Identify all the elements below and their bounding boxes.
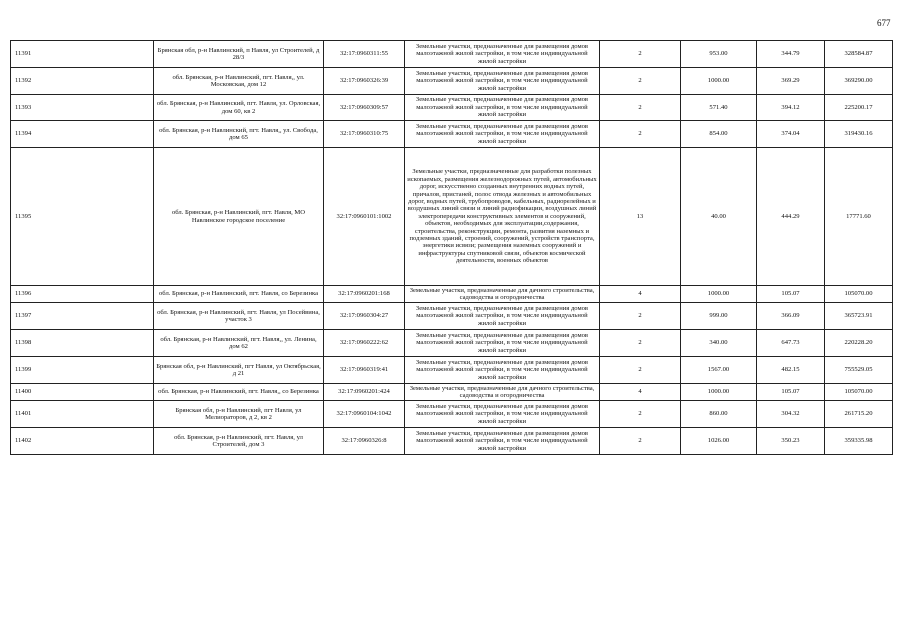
cadastral-value-cell: 319430.16 [825,121,893,148]
row-id-cell: 11399 [11,357,154,384]
group-cell: 2 [600,68,681,95]
group-cell: 2 [600,330,681,357]
cadastral-number-cell: 32:17:0960326:8 [324,428,405,455]
row-id-cell: 11395 [11,148,154,286]
address-cell: обл. Брянская, р-н Навлинский, пгт. Навля, ул Строителей, дом 3 [154,428,324,455]
cadastral-value-cell: 369290.00 [825,68,893,95]
rate-cell: 304.32 [757,401,825,428]
table-row [11,303,893,330]
cadastral-number-cell: 32:17:0960309:57 [324,95,405,121]
rate-cell: 344.79 [757,41,825,68]
address-cell: обл. Брянская, р-н Навлинский, пгт. Навля,, ул. Московская, дом 12 [154,68,324,95]
row-id-cell: 11391 [11,41,154,68]
area-cell: 854.00 [681,121,757,148]
area-cell: 40.00 [681,148,757,286]
table-row [11,68,893,95]
address-cell: Брянская обл, р-н Навлинский, п Навля, ул Строителей, д 28/3 [154,41,324,68]
group-cell: 2 [600,357,681,384]
land-purpose-cell: Земельные участки, предназначенные для размещения домов малоэтажной жилой застройки, в том числе индивидуальной жилой застройки [405,95,600,121]
land-purpose-cell: Земельные участки, предназначенные для дачного строительства, садоводства и огородничества [405,286,600,303]
cadastral-value-table [10,40,893,455]
group-cell: 4 [600,384,681,401]
rate-cell: 482.15 [757,357,825,384]
area-cell: 571.40 [681,95,757,121]
row-id-cell: 11393 [11,95,154,121]
address-cell: обл. Брянская, р-н Навлинский, пгт. Навля, ул. Орловская, дом 60, кв 2 [154,95,324,121]
area-cell: 999.00 [681,303,757,330]
land-purpose-cell: Земельные участки, предназначенные для размещения домов малоэтажной жилой застройки, в том числе индивидуальной жилой застройки [405,68,600,95]
rate-cell: 444.29 [757,148,825,286]
land-purpose-cell: Земельные участки, предназначенные для размещения домов малоэтажной жилой застройки, в том числе индивидуальной жилой застройки [405,357,600,384]
address-cell: Брянская обл, р-н Навлинский, пгт Навля, ул Октябрьская, д 21 [154,357,324,384]
cadastral-value-cell: 328584.87 [825,41,893,68]
cadastral-value-cell: 220228.20 [825,330,893,357]
cadastral-value-cell: 17771.60 [825,148,893,286]
rate-cell: 105.07 [757,384,825,401]
land-purpose-cell: Земельные участки, предназначенные для размещения домов малоэтажной жилой застройки, в том числе индивидуальной жилой застройки [405,428,600,455]
cadastral-number-cell: 32:17:0960201:424 [324,384,405,401]
page-number: 677 [877,18,891,28]
cadastral-value-cell: 105070.00 [825,384,893,401]
cadastral-number-cell: 32:17:0960326:39 [324,68,405,95]
table-row [11,95,893,121]
rate-cell: 369.29 [757,68,825,95]
table-row [11,121,893,148]
address-cell: обл. Брянская, р-н Навлинский, пгт. Навля,, со Березинка [154,384,324,401]
row-id-cell: 11396 [11,286,154,303]
cadastral-number-cell: 32:17:0960311:55 [324,41,405,68]
group-cell: 4 [600,286,681,303]
cadastral-number-cell: 32:17:0960310:75 [324,121,405,148]
cadastral-value-cell: 261715.20 [825,401,893,428]
rate-cell: 647.73 [757,330,825,357]
rate-cell: 366.09 [757,303,825,330]
group-cell: 2 [600,401,681,428]
row-id-cell: 11402 [11,428,154,455]
area-cell: 860.00 [681,401,757,428]
area-cell: 1000.00 [681,68,757,95]
area-cell: 1567.00 [681,357,757,384]
address-cell: обл. Брянская, р-н Навлинский, пгт. Навля, МО Навлинское городское поселение [154,148,324,286]
cadastral-value-cell: 105070.00 [825,286,893,303]
cadastral-number-cell: 32:17:0960101:1002 [324,148,405,286]
group-cell: 2 [600,303,681,330]
area-cell: 340.00 [681,330,757,357]
cadastral-number-cell: 32:17:0960319:41 [324,357,405,384]
row-id-cell: 11392 [11,68,154,95]
cadastral-value-cell: 365723.91 [825,303,893,330]
cadastral-number-cell: 32:17:0960104:1042 [324,401,405,428]
area-cell: 1000.00 [681,384,757,401]
address-cell: обл. Брянская, р-н Навлинский, пгт. Навля,, ул. Свобода, дом 65 [154,121,324,148]
area-cell: 953.00 [681,41,757,68]
group-cell: 2 [600,121,681,148]
area-cell: 1026.00 [681,428,757,455]
row-id-cell: 11397 [11,303,154,330]
cadastral-number-cell: 32:17:0960304:27 [324,303,405,330]
group-cell: 13 [600,148,681,286]
rate-cell: 105.07 [757,286,825,303]
table-row [11,384,893,401]
table-row [11,330,893,357]
table-row [11,428,893,455]
cadastral-number-cell: 32:17:0960201:168 [324,286,405,303]
land-purpose-cell: Земельные участки, предназначенные для размещения домов малоэтажной жилой застройки, в том числе индивидуальной жилой застройки [405,303,600,330]
land-purpose-cell: Земельные участки, предназначенные для дачного строительства, садоводства и огородничества [405,384,600,401]
cadastral-value-cell: 755529.05 [825,357,893,384]
cadastral-number-cell: 32:17:0960222:62 [324,330,405,357]
row-id-cell: 11398 [11,330,154,357]
rate-cell: 350.23 [757,428,825,455]
row-id-cell: 11394 [11,121,154,148]
table-row [11,148,893,286]
row-id-cell: 11401 [11,401,154,428]
group-cell: 2 [600,95,681,121]
address-cell: обл. Брянская, р-н Навлинский, пгт. Навля, ул Посейвина, участок 3 [154,303,324,330]
group-cell: 2 [600,428,681,455]
address-cell: Брянская обл, р-н Навлинский, пгт Навля, ул Мелиораторов, д 2, кв 2 [154,401,324,428]
row-id-cell: 11400 [11,384,154,401]
cadastral-value-cell: 225200.17 [825,95,893,121]
table-row [11,286,893,303]
group-cell: 2 [600,41,681,68]
rate-cell: 374.04 [757,121,825,148]
table-row [11,401,893,428]
address-cell: обл. Брянская, р-н Навлинский, пгт. Навля, со Березинка [154,286,324,303]
land-purpose-cell: Земельные участки, предназначенные для размещения домов малоэтажной жилой застройки, в том числе индивидуальной жилой застройки [405,330,600,357]
land-purpose-cell: Земельные участки, предназначенные для размещения домов малоэтажной жилой застройки, в том числе индивидуальной жилой застройки [405,41,600,68]
address-cell: обл. Брянская, р-н Навлинский, пгт. Навля,, ул. Ленина, дом 62 [154,330,324,357]
rate-cell: 394.12 [757,95,825,121]
cadastral-value-cell: 359335.98 [825,428,893,455]
table-row [11,357,893,384]
area-cell: 1000.00 [681,286,757,303]
land-purpose-cell: Земельные участки, предназначенные для размещения домов малоэтажной жилой застройки, в том числе индивидуальной жилой застройки [405,121,600,148]
land-purpose-cell: Земельные участки, предназначенные для разработки полезных ископаемых, размещения железнодорожных путей, автомобильных дорог, искусственно созданных внутренних водных путей, причалов, пристаней, полос отвода железных и автомобильных дорог, водных путей, трубопроводов, кабельных, радиорелейных и воздушных линий связи и линий радиофикации, воздушных линий электропередачи конструктивных элементов и сооружений, объектов, необходимых для эксплуатации,содержания, строительства, реконструкции, ремонта, развития наземных и подземных зданий, строений, сооружений, устройств транспорта, энергетики исвязи; размещения наземных сооружений и инфраструктуры спутниковой связи, объектов космической деятельности, военных объектов [405,148,600,286]
land-purpose-cell: Земельные участки, предназначенные для размещения домов малоэтажной жилой застройки, в том числе индивидуальной жилой застройки [405,401,600,428]
table-row [11,41,893,68]
